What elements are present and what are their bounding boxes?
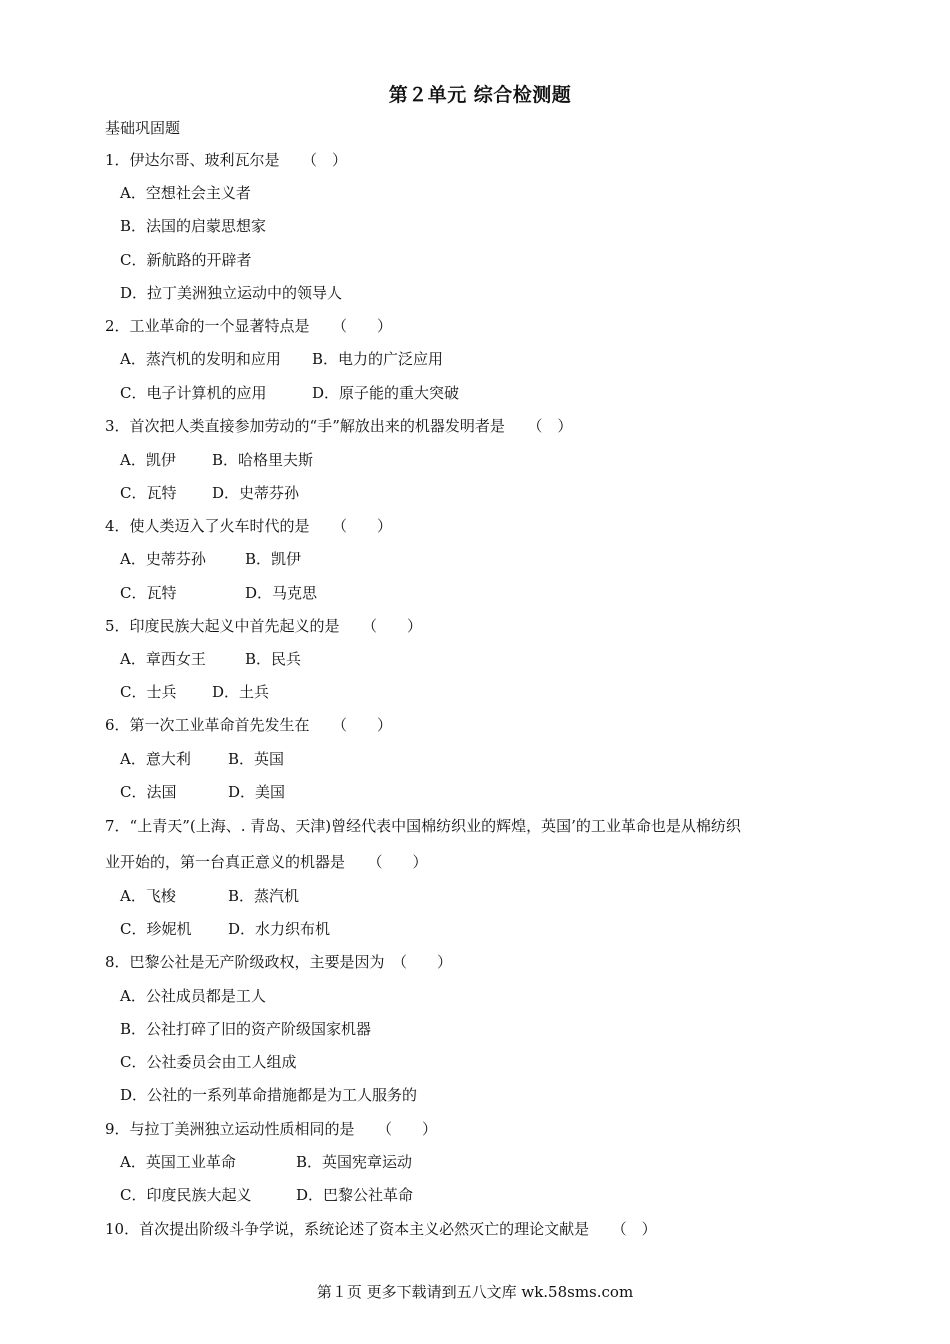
question-5-option-c: C．士兵 (120, 683, 177, 701)
question-7-stem-continued: 业开始的，第一台真正意义的机器是 （ ） (105, 853, 428, 871)
question-2-option-b: B．电力的广泛应用 (312, 350, 444, 368)
question-9-option-b: B．英国宪章运动 (296, 1153, 413, 1171)
question-6-option-c: C．法国 (120, 783, 177, 801)
question-8-stem: 8．巴黎公社是无产阶级政权，主要是因为 （ ） (105, 953, 453, 971)
question-8-option-b: B．公社打碎了旧的资产阶级国家机器 (120, 1020, 372, 1038)
question-8-option-d: D．公社的一系列革命措施都是为工人服务的 (120, 1086, 418, 1104)
question-3-option-d: D．史蒂芬孙 (212, 484, 300, 502)
page-footer: 第１页 更多下载请到五八文库 wk.58sms.com (316, 1283, 634, 1301)
question-9-stem: 9．与拉丁美洲独立运动性质相同的是 （ ） (105, 1120, 438, 1138)
question-3-option-a: A．凯伊 (120, 451, 176, 469)
question-3-option-c: C．瓦特 (120, 484, 177, 502)
question-6-option-d: D．美国 (228, 783, 286, 801)
question-1-option-a: A．空想社会主义者 (120, 184, 251, 202)
question-2-option-a: A．蒸汽机的发明和应用 (120, 350, 281, 368)
question-7-stem: 7．“上青天”(上海、. 青岛、天津)曾经代表中国棉纺织业的辉煌，英国’的工业革命也是从棉纺织 (105, 817, 741, 835)
question-3-option-b: B．哈格里夫斯 (212, 451, 314, 469)
question-1-option-b: B．法国的启蒙思想家 (120, 217, 267, 235)
question-9-option-a: A．英国工业革命 (120, 1153, 236, 1171)
page-title: 第２单元 综合检测题 (388, 84, 572, 106)
question-7-option-c: C．珍妮机 (120, 920, 192, 938)
question-7-option-b: B．蒸汽机 (228, 887, 300, 905)
question-1-option-c: C．新航路的开辟者 (120, 251, 252, 269)
question-4-stem: 4．使人类迈入了火车时代的是 （ ） (105, 517, 393, 535)
question-4-option-b: B．凯伊 (245, 550, 302, 568)
question-9-option-c: C．印度民族大起义 (120, 1186, 252, 1204)
question-5-option-b: B．民兵 (245, 650, 302, 668)
question-1-option-d: D．拉丁美洲独立运动中的领导人 (120, 284, 343, 302)
question-2-option-d: D．原子能的重大突破 (312, 384, 460, 402)
question-6-stem: 6．第一次工业革命首先发生在 （ ） (105, 716, 393, 734)
question-4-option-d: D．马克思 (245, 584, 318, 602)
question-8-option-c: C．公社委员会由工人组成 (120, 1053, 297, 1071)
question-4-option-c: C．瓦特 (120, 584, 177, 602)
question-10-stem: 10．首次提出阶级斗争学说，系统论述了资本主义必然灭亡的理论文献是 （ ） (105, 1220, 657, 1238)
question-3-stem: 3．首次把人类直接参加劳动的“手”解放出来的机器发明者是 （ ） (105, 417, 573, 435)
question-2-option-c: C．电子计算机的应用 (120, 384, 267, 402)
question-6-option-b: B．英国 (228, 750, 285, 768)
question-2-stem: 2．工业革命的一个显著特点是 （ ） (105, 317, 393, 335)
question-7-option-d: D．水力织布机 (228, 920, 331, 938)
question-6-option-a: A．意大利 (120, 750, 191, 768)
question-5-option-a: A．章西女王 (120, 650, 206, 668)
section-heading: 基础巩固题 (105, 119, 181, 137)
question-9-option-d: D．巴黎公社革命 (296, 1186, 414, 1204)
question-5-stem: 5．印度民族大起义中首先起义的是 （ ） (105, 617, 423, 635)
question-7-option-a: A．飞梭 (120, 887, 176, 905)
question-8-option-a: A．公社成员都是工人 (120, 987, 266, 1005)
question-1-stem: 1．伊达尔哥、玻利瓦尔是 （ ） (105, 151, 348, 169)
question-4-option-a: A．史蒂芬孙 (120, 550, 206, 568)
question-5-option-d: D．土兵 (212, 683, 270, 701)
